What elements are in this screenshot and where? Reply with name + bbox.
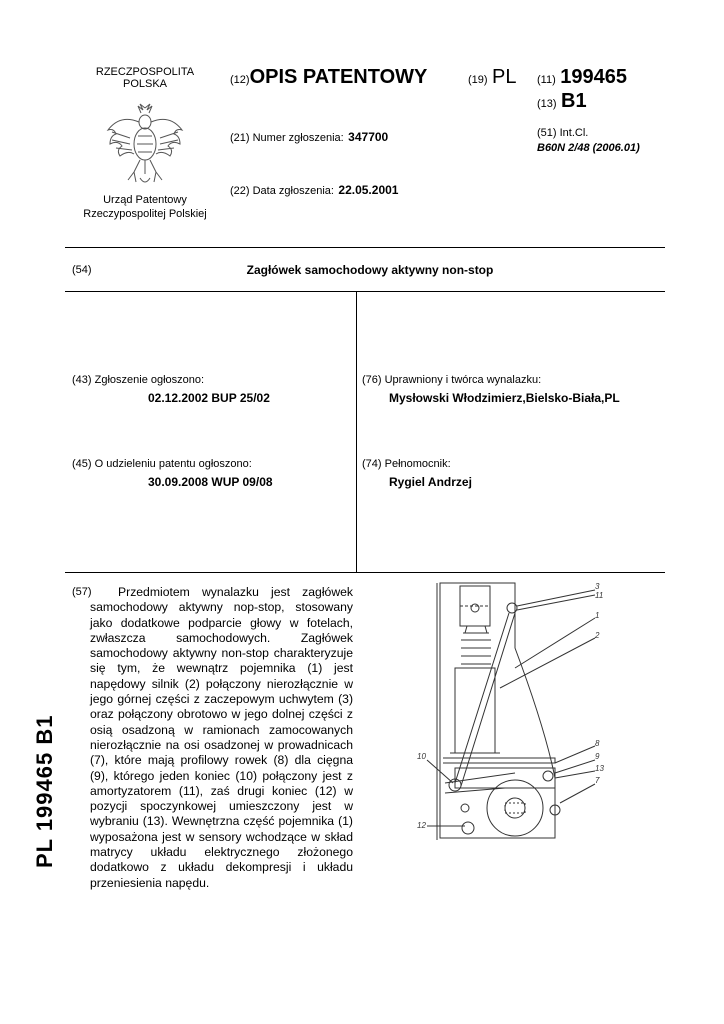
fig-label-3: 3 <box>595 582 600 591</box>
publication-value: 02.12.2002 BUP 25/02 <box>148 391 270 405</box>
fig-label-1: 1 <box>595 611 600 620</box>
code12-label: (12) <box>230 74 250 86</box>
app-no-value: 347700 <box>348 130 389 144</box>
code19-label: (19) <box>468 74 488 86</box>
country-name <box>80 66 210 90</box>
country-code-block <box>468 66 516 89</box>
int-cl <box>537 126 640 156</box>
application-date <box>230 181 398 199</box>
patent-number-block <box>537 66 627 89</box>
owner-value: Mysłowski Włodzimierz,Bielsko-Biała,PL <box>389 391 620 405</box>
owner-label: (76) Uprawniony i twórca wynalazku: <box>362 374 542 386</box>
kind-block <box>537 90 587 113</box>
patent-number: 199465 <box>560 66 627 88</box>
country-line2: POLSKA <box>122 78 168 90</box>
fig-label-12: 12 <box>417 821 426 830</box>
office-line1: Urząd Patentowy <box>103 194 187 206</box>
divider-vertical <box>356 291 357 573</box>
office-line2: Rzeczypospolitej Polskiej <box>83 208 207 220</box>
attorney-label: (74) Pełnomocnik: <box>362 458 451 470</box>
grant-value: 30.09.2008 WUP 09/08 <box>148 475 273 489</box>
eagle-emblem-icon <box>100 100 190 190</box>
publication-label: (43) Zgłoszenie ogłoszono: <box>72 374 205 386</box>
abstract-text <box>90 585 353 891</box>
intcl-value: B60N 2/48 (2006.01) <box>537 142 640 154</box>
intcl-label: (51) Int.Cl. <box>537 127 589 139</box>
technical-drawing <box>405 578 635 858</box>
code13-label: (13) <box>537 98 557 110</box>
abstract-paragraph: Przedmiotem wynalazku jest zagłówek samochodowy aktywny nop-stop, stosowany jako dodatkowe podparcie głowy w fotelach, zwłaszcza samochodowych. Zagłówek samochodowy aktywny non-stop charakteryzuje się tym, że wewnątrz pojemnika (1) jest napędowy silnik (2) połączony nierozłącznie w jego górnej części z zaczepowym uchwytem (3) oraz połączony obrotowo w jego dolnej części z osią osadzoną w ramionach zamocowanych nierozłącznie na osi osadzonej w prowadnicach (7), które mają profilowy rowek (8) dla cięgna (9), którego jeden koniec (10) połączony jest z amortyzatorem (11), zaś drugi koniec (12) w pozycji spoczynkowej umieszczony jest w wybraniu (13). Wewnętrzna część pojemnika (1) wyposażona jest w sensory wchodzące w skład matrycy układu elektrycznego złożonego dodatkowo z układu dekompresji i układu przeniesienia napędu. <box>90 585 353 890</box>
fig-label-7: 7 <box>595 776 600 785</box>
doc-type-title: OPIS PATENTOWY <box>249 66 428 88</box>
fig-label-2: 2 <box>595 631 600 640</box>
application-number <box>230 128 388 146</box>
app-date-label: (22) Data zgłoszenia: <box>230 185 334 197</box>
code11-label: (11) <box>537 74 556 86</box>
app-no-label: (21) Numer zgłoszenia: <box>230 132 344 144</box>
divider-title <box>65 291 665 292</box>
divider-top <box>65 247 665 248</box>
app-date-value: 22.05.2001 <box>338 183 399 197</box>
fig-label-11: 11 <box>595 591 604 600</box>
country-code: PL <box>492 66 517 88</box>
kind-code: B1 <box>561 90 587 112</box>
fig-label-9: 9 <box>595 752 600 761</box>
fig-label-10: 10 <box>417 752 426 761</box>
title-code: (54) <box>72 264 92 276</box>
divider-abstract <box>65 572 665 573</box>
fig-label-8: 8 <box>595 739 600 748</box>
attorney-value: Rygiel Andrzej <box>389 475 472 489</box>
abstract-code: (57) <box>72 586 92 598</box>
grant-label: (45) O udzieleniu patentu ogłoszono: <box>72 458 252 470</box>
patent-office <box>70 193 220 221</box>
side-patent-label: PL 199465 B1 <box>32 714 57 868</box>
fig-label-13: 13 <box>595 764 604 773</box>
patent-title: Zagłówek samochodowy aktywny non-stop <box>246 263 494 277</box>
doc-type <box>230 66 427 89</box>
country-line1: RZECZPOSPOLITA <box>95 66 195 78</box>
